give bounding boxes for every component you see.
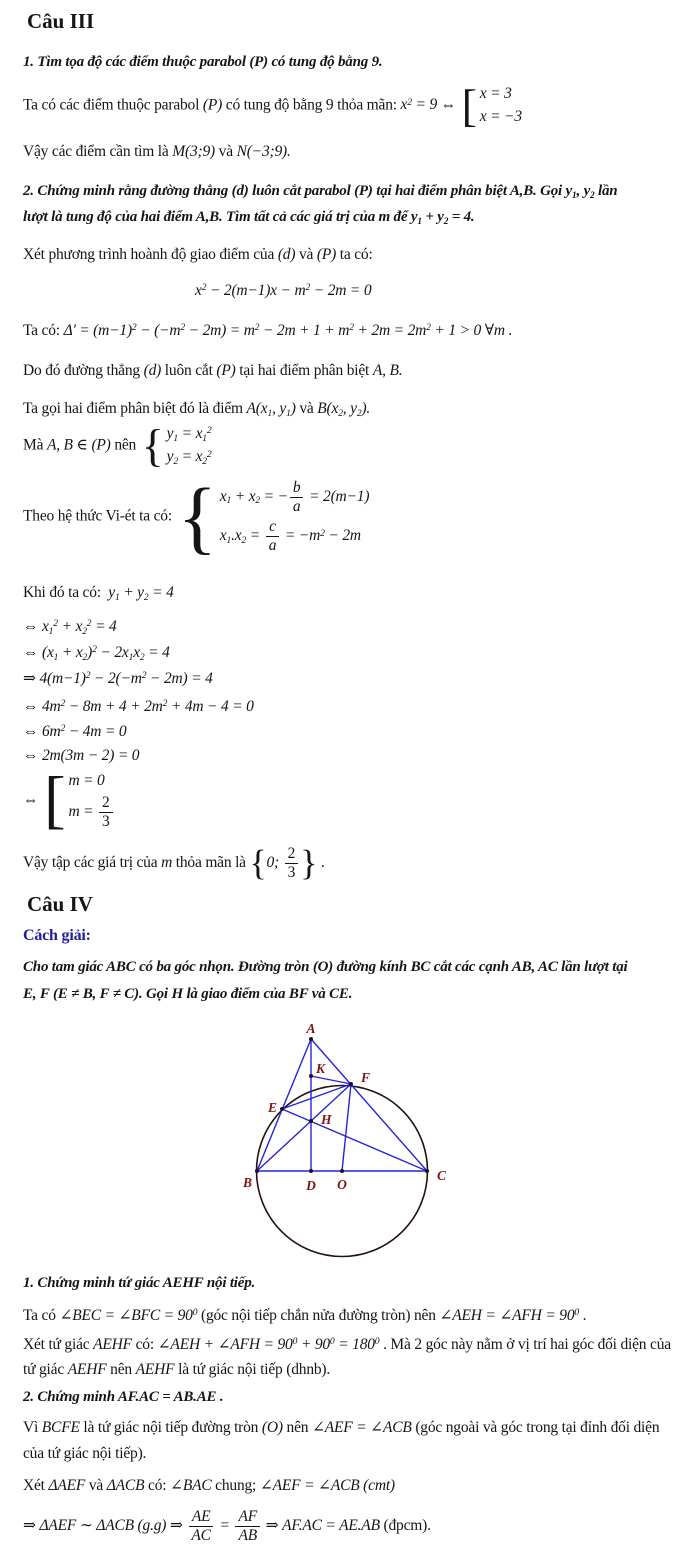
math-run: $x^2 - 2(m-1)x - m^2 - 2m = 0$: [195, 282, 372, 299]
math-run: N(−3;9).: [236, 143, 291, 160]
text-run: 2. Chứng minh AF.AC = AB.AE .: [23, 1389, 224, 1405]
math-run: $6m^2 - 4m = 0$: [41, 723, 127, 740]
math-run: x = 3: [479, 85, 512, 103]
superscript: 2: [201, 282, 207, 294]
fraction-denominator: 3: [102, 812, 110, 830]
math-run: $y1 = x1^2$: [166, 425, 212, 444]
chain-7-cases: [23, 764, 115, 836]
text-run: 2. Chứng minh rằng đường thẳng (d) luôn cắt parabol (P) tại hai điểm phân biệt A,B. Gọi y1, y2 lần: [23, 183, 618, 201]
math-run: x = −3: [479, 108, 522, 126]
text-run: (góc nội tiếp chắn nửa đường tròn) nên: [197, 1307, 440, 1324]
superscript: 2: [320, 527, 325, 539]
math-run: A, B.: [372, 362, 403, 379]
text-run: và: [295, 246, 317, 263]
math-run: 0;: [266, 853, 283, 871]
big-delimiter: {: [249, 842, 267, 883]
label-K: K: [316, 1061, 326, 1076]
text-run: Theo hệ thức Vi-ét ta có:: [23, 507, 176, 525]
text-run: . Mà 2 góc này nằm ở vị trí hai góc đối diện của: [379, 1336, 671, 1353]
math-run: = $-m^2 - 2m$: [281, 527, 361, 545]
text-run: nên: [106, 1361, 136, 1378]
text-run: Xét: [23, 1477, 49, 1494]
math-run: (d): [277, 246, 296, 263]
math-run: (d): [143, 362, 162, 379]
symbol-run: ⇒: [23, 1516, 40, 1534]
point-E: [280, 1107, 284, 1111]
cases-delimiter: [: [43, 764, 66, 836]
line-CE: [282, 1109, 427, 1171]
text-run: Mà: [23, 436, 47, 454]
text-run: Xét phương trình hoành độ giao điểm của: [23, 246, 278, 263]
symbol-run: ⇔: [23, 698, 42, 715]
subscript: 2: [173, 456, 178, 468]
figure-points: [255, 1037, 429, 1173]
text-run: E, F (E ≠ B, F ≠ C). Gọi H là giao điểm của BF và CE.: [23, 986, 353, 1002]
point-B: [255, 1169, 259, 1173]
math-run: BCFE: [41, 1419, 80, 1436]
text-run: ta có:: [336, 246, 373, 263]
text-run: và: [214, 143, 237, 160]
superscript: 2: [60, 698, 66, 710]
math-run: $x^2 = 9$: [400, 96, 441, 114]
text-run: lượt là tung độ của hai điểm A,B. Tìm tất cả các giá trị của m để y1 + y2 = 4.: [23, 209, 475, 227]
fraction: [99, 794, 113, 831]
superscript: 0: [292, 1336, 298, 1348]
point-H: [309, 1119, 313, 1123]
subscript: 1: [202, 432, 207, 444]
proof2-conclusion: [23, 1508, 431, 1545]
quadratic-equation: [195, 281, 371, 301]
cases-row: [167, 447, 212, 467]
cases-block: [177, 471, 370, 562]
label-E: E: [267, 1100, 277, 1115]
math-run: ΔAEF: [48, 1477, 86, 1494]
cases-row: [220, 518, 370, 555]
text-run: (góc ngoài và góc trong tại đỉnh đối diện: [411, 1419, 660, 1436]
symbol-run: ⇒: [23, 670, 40, 687]
proof1-line3: [23, 1360, 330, 1380]
point-K: [309, 1074, 313, 1078]
cases-row: [68, 771, 114, 791]
label-O: O: [337, 1177, 347, 1192]
text-run: tại hai điểm phân biệt: [235, 362, 373, 379]
condition-line: [23, 583, 174, 603]
superscript: 2: [53, 618, 58, 630]
delta-computation: [23, 321, 512, 341]
superscript: 2: [60, 723, 66, 735]
cases-row: [68, 794, 114, 831]
math-run: $x1^2 + x2^2 = 4$: [41, 618, 117, 637]
chain-2: [23, 643, 170, 663]
section-heading-cau-4: [27, 891, 93, 918]
math-run: AEHF: [93, 1336, 132, 1353]
label-D: D: [306, 1178, 316, 1193]
line-BF: [257, 1084, 351, 1171]
text-run: Vì: [23, 1419, 42, 1436]
cases-rows: [480, 84, 522, 127]
math-run: AEHF: [135, 1361, 175, 1378]
subscript: 2: [82, 625, 87, 637]
chain-6: [23, 746, 139, 766]
math-run: (P): [316, 246, 337, 263]
superscript: 2: [206, 448, 212, 460]
text-run: và: [85, 1477, 107, 1494]
text-run: Do đó đường thẳng: [23, 362, 144, 379]
superscript: 2: [349, 322, 354, 334]
superscript: 2: [86, 618, 92, 630]
subscript: 2: [139, 651, 145, 663]
line-AB: [257, 1039, 311, 1171]
naming-points: [23, 399, 370, 419]
fraction: [290, 479, 304, 516]
cases-delimiter: {: [141, 420, 164, 471]
chain-5: [23, 722, 126, 742]
text-run: Vậy tập các giá trị của: [23, 853, 162, 871]
text-run: Câu III: [27, 9, 95, 33]
superscript: 2: [141, 670, 147, 682]
point-O: [340, 1169, 344, 1173]
math-run: A, B ∈ (P): [46, 436, 111, 454]
superscript: 2: [407, 96, 412, 108]
superscript: 2: [85, 670, 91, 682]
subscript: 1: [128, 651, 134, 663]
fraction-numerator: 2: [285, 845, 299, 864]
math-run: m: [161, 853, 173, 871]
subscript: 2: [356, 407, 362, 419]
text-run: có tung độ bằng 9 thỏa mãn:: [222, 96, 401, 114]
cases-rows: [68, 771, 114, 831]
cases-delimiter: [: [461, 80, 477, 131]
point-C: [425, 1169, 429, 1173]
symbol-run: ⇔: [23, 618, 42, 635]
solution-label: [23, 926, 91, 947]
math-run: 2m(3m − 2) = 0: [41, 747, 140, 764]
fraction: [266, 518, 280, 555]
q3-part1-statement: [23, 53, 382, 73]
superscript: 0: [192, 1307, 198, 1319]
text-run: của tứ giác nội tiếp).: [23, 1445, 147, 1462]
subscript: 1: [286, 407, 291, 419]
conclusion-points: [23, 142, 291, 162]
math-run: $\Delta' = (m-1)^2 - (-m^2 - 2m) = m^2 - 2m + 1 + m^2 + 2m = 2m^2 + 1 > 0$ ∀m .: [63, 322, 513, 339]
symbol-run: ⇒: [169, 1516, 187, 1534]
cases-block: [43, 764, 115, 836]
q3-part2-statement-1: [23, 182, 617, 202]
figure-lines: [257, 1039, 427, 1171]
superscript: 2: [206, 425, 212, 437]
superscript: 0: [329, 1336, 335, 1348]
text-run: Ta có các điểm thuộc parabol: [23, 96, 203, 114]
math-run: ∠BAC: [170, 1477, 212, 1494]
math-run: (O): [261, 1419, 283, 1436]
math-run: ∠AEF = ∠ACB: [311, 1419, 412, 1436]
q4-statement-1: [23, 958, 627, 978]
geometry-figure: [170, 1018, 530, 1266]
point-F: [349, 1082, 353, 1086]
math-run: ∠BEC = ∠BFC = $90^0$: [59, 1307, 198, 1324]
section-heading-cau-3: [27, 8, 94, 35]
point-D: [309, 1169, 313, 1173]
subscript: 1: [267, 407, 273, 419]
text-run: chung;: [211, 1477, 260, 1494]
symbol-run: ⇔: [23, 791, 42, 809]
subscript: 1: [417, 216, 422, 227]
subscript: 1: [226, 535, 232, 546]
proof1-line2: [23, 1335, 671, 1355]
symbol-run: ⇔: [23, 644, 42, 661]
subscript: 2: [590, 190, 595, 201]
math-run: ΔAEF ∼ ΔACB (g.g): [39, 1516, 170, 1534]
superscript: 2: [162, 698, 168, 710]
fraction-numerator: AE: [189, 1508, 214, 1527]
text-run: Khi đó ta có:: [23, 584, 109, 601]
superscript: 2: [305, 282, 311, 294]
cases-row: [480, 107, 522, 127]
math-run: ΔACB: [106, 1477, 145, 1494]
fraction-denominator: AB: [238, 1526, 257, 1544]
text-run: Xét tứ giác: [23, 1336, 94, 1353]
text-run: .: [317, 853, 325, 871]
text-run: có:: [131, 1336, 158, 1353]
label-F: F: [361, 1070, 371, 1085]
text-run: 1. Tìm tọa độ các điểm thuộc parabol (P) có tung độ bằng 9.: [23, 54, 383, 70]
solve-y-equals-9: [23, 80, 522, 131]
math-run: = 2(m−1): [305, 487, 370, 505]
cases-row: [480, 84, 522, 104]
fraction: [285, 845, 299, 882]
final-set: [23, 842, 325, 883]
chain-3: [23, 669, 213, 689]
text-run: Vậy các điểm cần tìm là: [23, 143, 173, 160]
intersection-intro: [23, 245, 373, 265]
on-parabola-system: [23, 420, 212, 471]
text-run: Ta gọi hai điểm phân biệt đó là điểm: [23, 400, 247, 417]
fraction-numerator: AF: [235, 1508, 260, 1527]
symbol-run: ⇔: [23, 747, 42, 764]
cases-delimiter: {: [177, 471, 217, 562]
symbol-run: ⇔: [440, 96, 460, 114]
superscript: 2: [92, 644, 97, 656]
fraction-numerator: b: [290, 479, 304, 498]
vieta-system: [23, 471, 370, 562]
superscript: 2: [180, 322, 185, 334]
q4-part1-statement: [23, 1274, 255, 1294]
q4-part2-statement: [23, 1388, 223, 1408]
cases-rows: [220, 479, 370, 555]
proof2-line3: [23, 1476, 395, 1496]
math-run: AEHF: [67, 1361, 107, 1378]
label-A: A: [306, 1021, 316, 1036]
text-run: Cho tam giác ABC có ba góc nhọn. Đường tròn (O) đường kính BC cắt các cạnh AB, AC lần lượt tại: [23, 959, 628, 975]
subscript: 1: [226, 495, 232, 507]
math-run: ∠AEH + ∠AFH = $90^0 + 90^0 = 180^0$: [157, 1336, 380, 1353]
fraction-denominator: a: [268, 537, 277, 555]
math-run: x1.x2 =: [219, 527, 264, 546]
text-run: có:: [144, 1477, 171, 1494]
math-run: M(3;9): [172, 143, 215, 160]
subscript: 2: [338, 407, 343, 419]
big-delimiter: }: [300, 842, 318, 883]
math-run: y1 + y2 = 4: [108, 584, 174, 603]
subscript: 1: [53, 651, 59, 663]
subscript: 1: [173, 432, 178, 444]
proof2-line1: [23, 1418, 659, 1438]
symbol-run: ⇔: [23, 723, 42, 740]
fraction: [188, 1508, 213, 1545]
fraction: [235, 1508, 260, 1545]
line-FO: [342, 1084, 351, 1171]
cases-block: [141, 420, 212, 471]
math-run: =: [215, 1516, 234, 1534]
math-run: (P): [216, 362, 236, 379]
point-A: [309, 1037, 313, 1041]
q3-part2-statement-2: [23, 208, 474, 228]
math-run: m =: [68, 803, 98, 820]
q4-statement-2: [23, 985, 352, 1005]
text-run: thỏa mãn là: [172, 853, 250, 871]
figure-labels: [242, 1021, 447, 1193]
math-run: ∠AEH = ∠AFH = $90^0$: [439, 1307, 579, 1324]
subscript: 2: [443, 216, 449, 227]
symbol-run: ⇒: [262, 1516, 283, 1534]
text-run: 1. Chứng minh tứ giác AEHF nội tiếp.: [23, 1275, 256, 1291]
fraction-denominator: a: [292, 497, 301, 515]
chain-1: [23, 617, 117, 637]
fraction-numerator: c: [266, 518, 279, 537]
fraction-denominator: 3: [287, 863, 296, 881]
subscript: 2: [82, 651, 88, 663]
math-run: $4(m-1)^2 - 2(-m^2 - 2m) = 4$: [39, 670, 213, 687]
subscript: 2: [202, 456, 207, 468]
superscript: 0: [574, 1307, 579, 1319]
fraction-denominator: AC: [191, 1526, 211, 1544]
proof2-line2: [23, 1444, 146, 1464]
label-C: C: [437, 1168, 447, 1183]
math-run: B(x2, y2).: [317, 400, 371, 419]
math-run: (P): [202, 96, 223, 114]
cases-block: [461, 80, 522, 131]
cases-rows: [167, 424, 212, 467]
math-run: AF.AC = AE.AB: [282, 1516, 380, 1534]
label-B: B: [242, 1175, 252, 1190]
math-run: ∠AEF = ∠ACB (cmt): [259, 1477, 395, 1494]
cases-row: [167, 424, 212, 444]
text-run: Ta có: [23, 1307, 60, 1324]
math-run: x1 + x2 = −: [219, 487, 288, 507]
superscript: 2: [426, 322, 431, 334]
math-run: $4m^2 - 8m + 4 + 2m^2 + 4m - 4 = 0$: [41, 698, 254, 715]
label-H: H: [321, 1112, 332, 1127]
text-run: là tứ giác nội tiếp đường tròn: [79, 1419, 262, 1436]
math-run: m = 0: [68, 771, 105, 789]
text-run: nên: [110, 436, 140, 454]
text-run: và: [295, 400, 318, 417]
text-run: luôn cắt: [161, 362, 217, 379]
text-run: là tứ giác nội tiếp (dhnb).: [174, 1361, 331, 1378]
subscript: 2: [143, 591, 149, 603]
subscript: 1: [48, 625, 54, 637]
subscript: 2: [255, 495, 260, 507]
math-run: $y2 = x2^2$: [166, 448, 212, 468]
text-run: tứ giác: [23, 1361, 68, 1378]
text-run: Ta có:: [23, 322, 64, 339]
subscript: 1: [114, 591, 120, 603]
superscript: 2: [131, 322, 137, 334]
subscript: 2: [241, 535, 247, 546]
subscript: 1: [572, 190, 577, 201]
superscript: 0: [374, 1336, 380, 1348]
math-run: $(x1 + x2)^2 - 2x1x2 = 4$: [41, 644, 170, 663]
always-intersects: [23, 361, 402, 381]
text-run: Câu IV: [27, 892, 93, 916]
text-run: (đpcm).: [379, 1516, 431, 1534]
text-run: nên: [282, 1419, 312, 1436]
line-EF: [282, 1084, 351, 1109]
proof1-line1: [23, 1306, 586, 1326]
text-run: .: [579, 1307, 587, 1324]
fraction-numerator: 2: [99, 794, 113, 813]
cases-row: [220, 479, 370, 516]
math-run: A(x1, y1): [246, 400, 296, 419]
superscript: 2: [254, 322, 260, 334]
chain-4: [23, 697, 254, 717]
text-run: Cách giải:: [23, 927, 91, 944]
